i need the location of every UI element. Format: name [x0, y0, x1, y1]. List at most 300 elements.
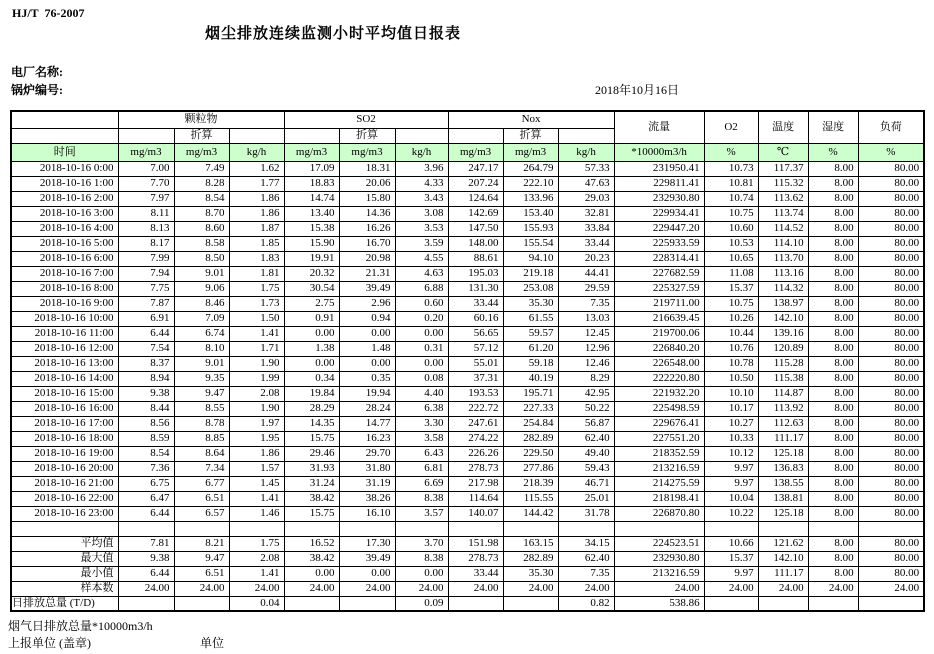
time-cell: 2018-10-16 20:00	[11, 461, 118, 476]
summary-value-cell: 0.00	[339, 566, 395, 581]
value-cell: 131.30	[448, 281, 503, 296]
value-cell: 229676.41	[614, 416, 704, 431]
value-cell: 3.59	[395, 236, 448, 251]
unit-header: mg/m3	[118, 143, 174, 161]
value-cell: 148.00	[448, 236, 503, 251]
summary-label: 样本数	[11, 581, 118, 596]
value-cell: 7.99	[118, 251, 174, 266]
value-cell: 9.01	[174, 356, 229, 371]
summary-value-cell: 24.00	[614, 581, 704, 596]
value-cell: 8.38	[395, 491, 448, 506]
time-column-header: 时间	[11, 143, 118, 161]
value-cell: 80.00	[858, 461, 924, 476]
value-cell: 8.00	[808, 296, 858, 311]
value-cell: 80.00	[858, 431, 924, 446]
value-cell: 1.86	[229, 191, 284, 206]
value-cell: 138.55	[758, 476, 808, 491]
empty-cell	[503, 521, 558, 536]
value-cell: 61.55	[503, 311, 558, 326]
value-cell: 8.00	[808, 416, 858, 431]
value-cell: 222.72	[448, 401, 503, 416]
unit-header: %	[858, 143, 924, 161]
summary-value-cell: 151.98	[448, 536, 503, 551]
converted-header-pm: 折算	[174, 128, 229, 143]
value-cell: 8.29	[558, 371, 614, 386]
table-row	[11, 446, 924, 461]
time-cell: 2018-10-16 8:00	[11, 281, 118, 296]
value-cell: 7.34	[174, 461, 229, 476]
value-cell: 115.55	[503, 491, 558, 506]
value-cell: 14.36	[339, 206, 395, 221]
value-cell: 80.00	[858, 251, 924, 266]
value-cell: 31.93	[284, 461, 339, 476]
value-cell: 38.42	[284, 491, 339, 506]
summary-value-cell: 2.08	[229, 551, 284, 566]
report-table	[10, 110, 925, 612]
value-cell: 8.85	[174, 431, 229, 446]
value-cell: 142.69	[448, 206, 503, 221]
summary-value-cell: 17.30	[339, 536, 395, 551]
value-cell: 80.00	[858, 401, 924, 416]
value-cell: 29.03	[558, 191, 614, 206]
table-row	[11, 431, 924, 446]
value-cell: 8.00	[808, 326, 858, 341]
value-cell: 25.01	[558, 491, 614, 506]
value-cell: 3.96	[395, 161, 448, 176]
empty-cell	[614, 521, 704, 536]
summary-value-cell: 38.42	[284, 551, 339, 566]
unit-header: %	[704, 143, 758, 161]
value-cell: 0.00	[284, 326, 339, 341]
value-cell: 221932.20	[614, 386, 704, 401]
time-cell: 2018-10-16 22:00	[11, 491, 118, 506]
value-cell: 31.19	[339, 476, 395, 491]
value-cell: 216639.45	[614, 311, 704, 326]
value-cell: 115.32	[758, 176, 808, 191]
value-cell: 226.26	[448, 446, 503, 461]
table-row	[11, 506, 924, 521]
value-cell: 0.00	[395, 326, 448, 341]
value-cell: 10.81	[704, 176, 758, 191]
value-cell: 19.84	[284, 386, 339, 401]
value-cell: 29.46	[284, 446, 339, 461]
value-cell: 264.79	[503, 161, 558, 176]
value-cell: 0.31	[395, 341, 448, 356]
value-cell: 80.00	[858, 371, 924, 386]
value-cell: 1.38	[284, 341, 339, 356]
value-cell: 10.74	[704, 191, 758, 206]
value-cell: 38.26	[339, 491, 395, 506]
summary-value-cell: 1.41	[229, 566, 284, 581]
table-row	[11, 311, 924, 326]
summary-value-cell	[118, 596, 174, 611]
value-cell: 3.58	[395, 431, 448, 446]
value-cell: 247.17	[448, 161, 503, 176]
summary-value-cell: 1.75	[229, 536, 284, 551]
value-cell: 114.52	[758, 221, 808, 236]
value-cell: 59.57	[503, 326, 558, 341]
summary-row	[11, 536, 924, 551]
summary-label: 最小值	[11, 566, 118, 581]
value-cell: 278.73	[448, 461, 503, 476]
value-cell: 113.62	[758, 191, 808, 206]
value-cell: 1.77	[229, 176, 284, 191]
value-cell: 113.92	[758, 401, 808, 416]
summary-value-cell: 10.66	[704, 536, 758, 551]
value-cell: 1.90	[229, 356, 284, 371]
doc-code: HJ/T 76-2007	[12, 6, 85, 20]
summary-value-cell: 0.00	[284, 566, 339, 581]
value-cell: 8.00	[808, 311, 858, 326]
summary-value-cell: 24.00	[395, 581, 448, 596]
value-cell: 142.10	[758, 311, 808, 326]
value-cell: 1.73	[229, 296, 284, 311]
summary-value-cell: 24.00	[503, 581, 558, 596]
empty-cell	[808, 521, 858, 536]
value-cell: 15.75	[284, 431, 339, 446]
empty-cell	[395, 128, 448, 143]
time-cell: 2018-10-16 7:00	[11, 266, 118, 281]
value-cell: 277.86	[503, 461, 558, 476]
empty-cell	[339, 521, 395, 536]
summary-value-cell: 282.89	[503, 551, 558, 566]
value-cell: 253.08	[503, 281, 558, 296]
empty-cell	[704, 521, 758, 536]
time-cell: 2018-10-16 10:00	[11, 311, 118, 326]
time-cell: 2018-10-16 11:00	[11, 326, 118, 341]
header-row-units	[11, 143, 924, 161]
value-cell: 9.35	[174, 371, 229, 386]
summary-value-cell: 80.00	[858, 536, 924, 551]
value-cell: 232930.80	[614, 191, 704, 206]
value-cell: 155.54	[503, 236, 558, 251]
value-cell: 11.08	[704, 266, 758, 281]
value-cell: 124.64	[448, 191, 503, 206]
value-cell: 31.80	[339, 461, 395, 476]
summary-value-cell: 8.38	[395, 551, 448, 566]
value-cell: 8.58	[174, 236, 229, 251]
value-cell: 10.12	[704, 446, 758, 461]
time-cell: 2018-10-16 1:00	[11, 176, 118, 191]
summary-value-cell: 9.38	[118, 551, 174, 566]
summary-value-cell: 62.40	[558, 551, 614, 566]
value-cell: 15.75	[284, 506, 339, 521]
value-cell: 117.37	[758, 161, 808, 176]
value-cell: 1.86	[229, 206, 284, 221]
value-cell: 8.44	[118, 401, 174, 416]
value-cell: 47.63	[558, 176, 614, 191]
value-cell: 30.54	[284, 281, 339, 296]
value-cell: 1.41	[229, 491, 284, 506]
footer-unit-label: 单位	[200, 636, 225, 650]
value-cell: 147.50	[448, 221, 503, 236]
value-cell: 16.70	[339, 236, 395, 251]
value-cell: 8.00	[808, 386, 858, 401]
value-cell: 15.80	[339, 191, 395, 206]
value-cell: 8.78	[174, 416, 229, 431]
value-cell: 274.22	[448, 431, 503, 446]
converted-header-so2: 折算	[339, 128, 395, 143]
value-cell: 4.40	[395, 386, 448, 401]
value-cell: 15.38	[284, 221, 339, 236]
value-cell: 133.96	[503, 191, 558, 206]
time-cell: 2018-10-16 23:00	[11, 506, 118, 521]
value-cell: 80.00	[858, 311, 924, 326]
value-cell: 3.43	[395, 191, 448, 206]
value-cell: 10.22	[704, 506, 758, 521]
value-cell: 229934.41	[614, 206, 704, 221]
summary-value-cell: 16.52	[284, 536, 339, 551]
time-cell: 2018-10-16 9:00	[11, 296, 118, 311]
summary-label: 日排放总量 (T/D)	[11, 596, 118, 611]
value-cell: 80.00	[858, 356, 924, 371]
value-cell: 8.00	[808, 401, 858, 416]
value-cell: 8.00	[808, 491, 858, 506]
table-row	[11, 386, 924, 401]
value-cell: 8.11	[118, 206, 174, 221]
empty-cell	[858, 521, 924, 536]
summary-value-cell: 7.81	[118, 536, 174, 551]
value-cell: 16.23	[339, 431, 395, 446]
empty-cell	[118, 128, 174, 143]
value-cell: 10.26	[704, 311, 758, 326]
value-cell: 6.47	[118, 491, 174, 506]
value-cell: 32.81	[558, 206, 614, 221]
summary-value-cell: 538.86	[614, 596, 704, 611]
value-cell: 144.42	[503, 506, 558, 521]
value-cell: 21.31	[339, 266, 395, 281]
value-cell: 8.54	[118, 446, 174, 461]
time-cell: 2018-10-16 3:00	[11, 206, 118, 221]
value-cell: 31.24	[284, 476, 339, 491]
summary-value-cell: 121.62	[758, 536, 808, 551]
value-cell: 80.00	[858, 221, 924, 236]
empty-cell	[229, 521, 284, 536]
table-row	[11, 476, 924, 491]
value-cell: 227551.20	[614, 431, 704, 446]
unit-header: kg/h	[229, 143, 284, 161]
empty-cell	[558, 128, 614, 143]
value-cell: 80.00	[858, 266, 924, 281]
value-cell: 6.51	[174, 491, 229, 506]
summary-value-cell	[174, 596, 229, 611]
value-cell: 4.63	[395, 266, 448, 281]
value-cell: 46.71	[558, 476, 614, 491]
table-row	[11, 236, 924, 251]
value-cell: 193.53	[448, 386, 503, 401]
value-cell: 8.37	[118, 356, 174, 371]
unit-header: mg/m3	[503, 143, 558, 161]
value-cell: 138.81	[758, 491, 808, 506]
value-cell: 10.78	[704, 356, 758, 371]
value-cell: 8.28	[174, 176, 229, 191]
value-cell: 3.08	[395, 206, 448, 221]
value-cell: 120.89	[758, 341, 808, 356]
value-cell: 225933.59	[614, 236, 704, 251]
value-cell: 1.62	[229, 161, 284, 176]
value-cell: 10.65	[704, 251, 758, 266]
summary-value-cell: 0.00	[395, 566, 448, 581]
value-cell: 138.97	[758, 296, 808, 311]
summary-value-cell: 8.00	[808, 536, 858, 551]
summary-value-cell: 80.00	[858, 551, 924, 566]
value-cell: 1.83	[229, 251, 284, 266]
value-cell: 80.00	[858, 281, 924, 296]
time-cell: 2018-10-16 15:00	[11, 386, 118, 401]
summary-value-cell: 0.82	[558, 596, 614, 611]
value-cell: 214275.59	[614, 476, 704, 491]
value-cell: 2.96	[339, 296, 395, 311]
value-cell: 9.38	[118, 386, 174, 401]
value-cell: 8.00	[808, 356, 858, 371]
value-cell: 59.18	[503, 356, 558, 371]
value-cell: 125.18	[758, 446, 808, 461]
value-cell: 153.40	[503, 206, 558, 221]
value-cell: 136.83	[758, 461, 808, 476]
value-cell: 10.27	[704, 416, 758, 431]
value-cell: 8.00	[808, 236, 858, 251]
value-cell: 0.00	[284, 356, 339, 371]
value-cell: 80.00	[858, 191, 924, 206]
value-cell: 113.70	[758, 251, 808, 266]
value-cell: 10.60	[704, 221, 758, 236]
table-row	[11, 356, 924, 371]
summary-row	[11, 551, 924, 566]
value-cell: 6.44	[118, 326, 174, 341]
summary-value-cell	[858, 596, 924, 611]
table-row	[11, 296, 924, 311]
table-row	[11, 161, 924, 176]
value-cell: 10.73	[704, 161, 758, 176]
value-cell: 16.10	[339, 506, 395, 521]
value-cell: 1.90	[229, 401, 284, 416]
value-cell: 7.36	[118, 461, 174, 476]
value-cell: 113.16	[758, 266, 808, 281]
value-cell: 0.94	[339, 311, 395, 326]
value-cell: 29.59	[558, 281, 614, 296]
summary-value-cell: 6.44	[118, 566, 174, 581]
value-cell: 8.59	[118, 431, 174, 446]
summary-value-cell: 142.10	[758, 551, 808, 566]
value-cell: 222220.80	[614, 371, 704, 386]
summary-value-cell: 24.00	[858, 581, 924, 596]
summary-value-cell	[339, 596, 395, 611]
value-cell: 49.40	[558, 446, 614, 461]
unit-header: mg/m3	[339, 143, 395, 161]
value-cell: 3.57	[395, 506, 448, 521]
value-cell: 80.00	[858, 506, 924, 521]
value-cell: 8.00	[808, 161, 858, 176]
value-cell: 0.91	[284, 311, 339, 326]
footer-report-unit-label: 上报单位 (盖章)	[8, 636, 91, 650]
value-cell: 4.55	[395, 251, 448, 266]
summary-value-cell: 9.97	[704, 566, 758, 581]
value-cell: 17.09	[284, 161, 339, 176]
value-cell: 2.75	[284, 296, 339, 311]
boiler-no-label: 锅炉编号:	[11, 83, 63, 97]
empty-cell	[11, 521, 118, 536]
value-cell: 14.77	[339, 416, 395, 431]
value-cell: 8.00	[808, 506, 858, 521]
summary-value-cell: 232930.80	[614, 551, 704, 566]
value-cell: 10.04	[704, 491, 758, 506]
value-cell: 10.33	[704, 431, 758, 446]
table-row	[11, 326, 924, 341]
value-cell: 125.18	[758, 506, 808, 521]
table-row	[11, 461, 924, 476]
value-cell: 40.19	[503, 371, 558, 386]
value-cell: 228314.41	[614, 251, 704, 266]
value-cell: 0.60	[395, 296, 448, 311]
footer-note: 烟气日排放总量*10000m3/h	[8, 619, 153, 633]
value-cell: 6.81	[395, 461, 448, 476]
summary-row	[11, 566, 924, 581]
value-cell: 59.43	[558, 461, 614, 476]
table-row	[11, 341, 924, 356]
value-cell: 18.83	[284, 176, 339, 191]
value-cell: 0.00	[339, 326, 395, 341]
value-cell: 111.17	[758, 431, 808, 446]
value-cell: 94.10	[503, 251, 558, 266]
report-date: 2018年10月16日	[595, 83, 680, 97]
value-cell: 218.39	[503, 476, 558, 491]
value-cell: 0.20	[395, 311, 448, 326]
value-cell: 14.74	[284, 191, 339, 206]
table-row	[11, 281, 924, 296]
value-cell: 226840.20	[614, 341, 704, 356]
summary-label: 最大值	[11, 551, 118, 566]
value-cell: 8.46	[174, 296, 229, 311]
table-row	[11, 206, 924, 221]
summary-value-cell: 80.00	[858, 566, 924, 581]
summary-value-cell	[758, 596, 808, 611]
value-cell: 6.88	[395, 281, 448, 296]
blank-row	[11, 521, 924, 536]
value-cell: 10.76	[704, 341, 758, 356]
value-cell: 7.75	[118, 281, 174, 296]
value-cell: 61.20	[503, 341, 558, 356]
time-cell: 2018-10-16 21:00	[11, 476, 118, 491]
value-cell: 155.93	[503, 221, 558, 236]
summary-value-cell: 9.47	[174, 551, 229, 566]
plant-name-label: 电厂名称:	[11, 65, 63, 79]
unit-header: mg/m3	[448, 143, 503, 161]
value-cell: 15.37	[704, 281, 758, 296]
value-cell: 16.26	[339, 221, 395, 236]
value-cell: 8.70	[174, 206, 229, 221]
value-cell: 55.01	[448, 356, 503, 371]
summary-value-cell: 24.00	[448, 581, 503, 596]
value-cell: 3.53	[395, 221, 448, 236]
time-cell: 2018-10-16 13:00	[11, 356, 118, 371]
value-cell: 0.08	[395, 371, 448, 386]
summary-value-cell	[704, 596, 758, 611]
value-cell: 56.87	[558, 416, 614, 431]
value-cell: 8.00	[808, 461, 858, 476]
table-row	[11, 416, 924, 431]
time-cell: 2018-10-16 18:00	[11, 431, 118, 446]
value-cell: 13.03	[558, 311, 614, 326]
value-cell: 207.24	[448, 176, 503, 191]
value-cell: 6.44	[118, 506, 174, 521]
value-cell: 7.49	[174, 161, 229, 176]
value-cell: 33.44	[558, 236, 614, 251]
value-cell: 114.32	[758, 281, 808, 296]
empty-cell	[229, 128, 284, 143]
value-cell: 6.75	[118, 476, 174, 491]
value-cell: 80.00	[858, 476, 924, 491]
value-cell: 213216.59	[614, 461, 704, 476]
